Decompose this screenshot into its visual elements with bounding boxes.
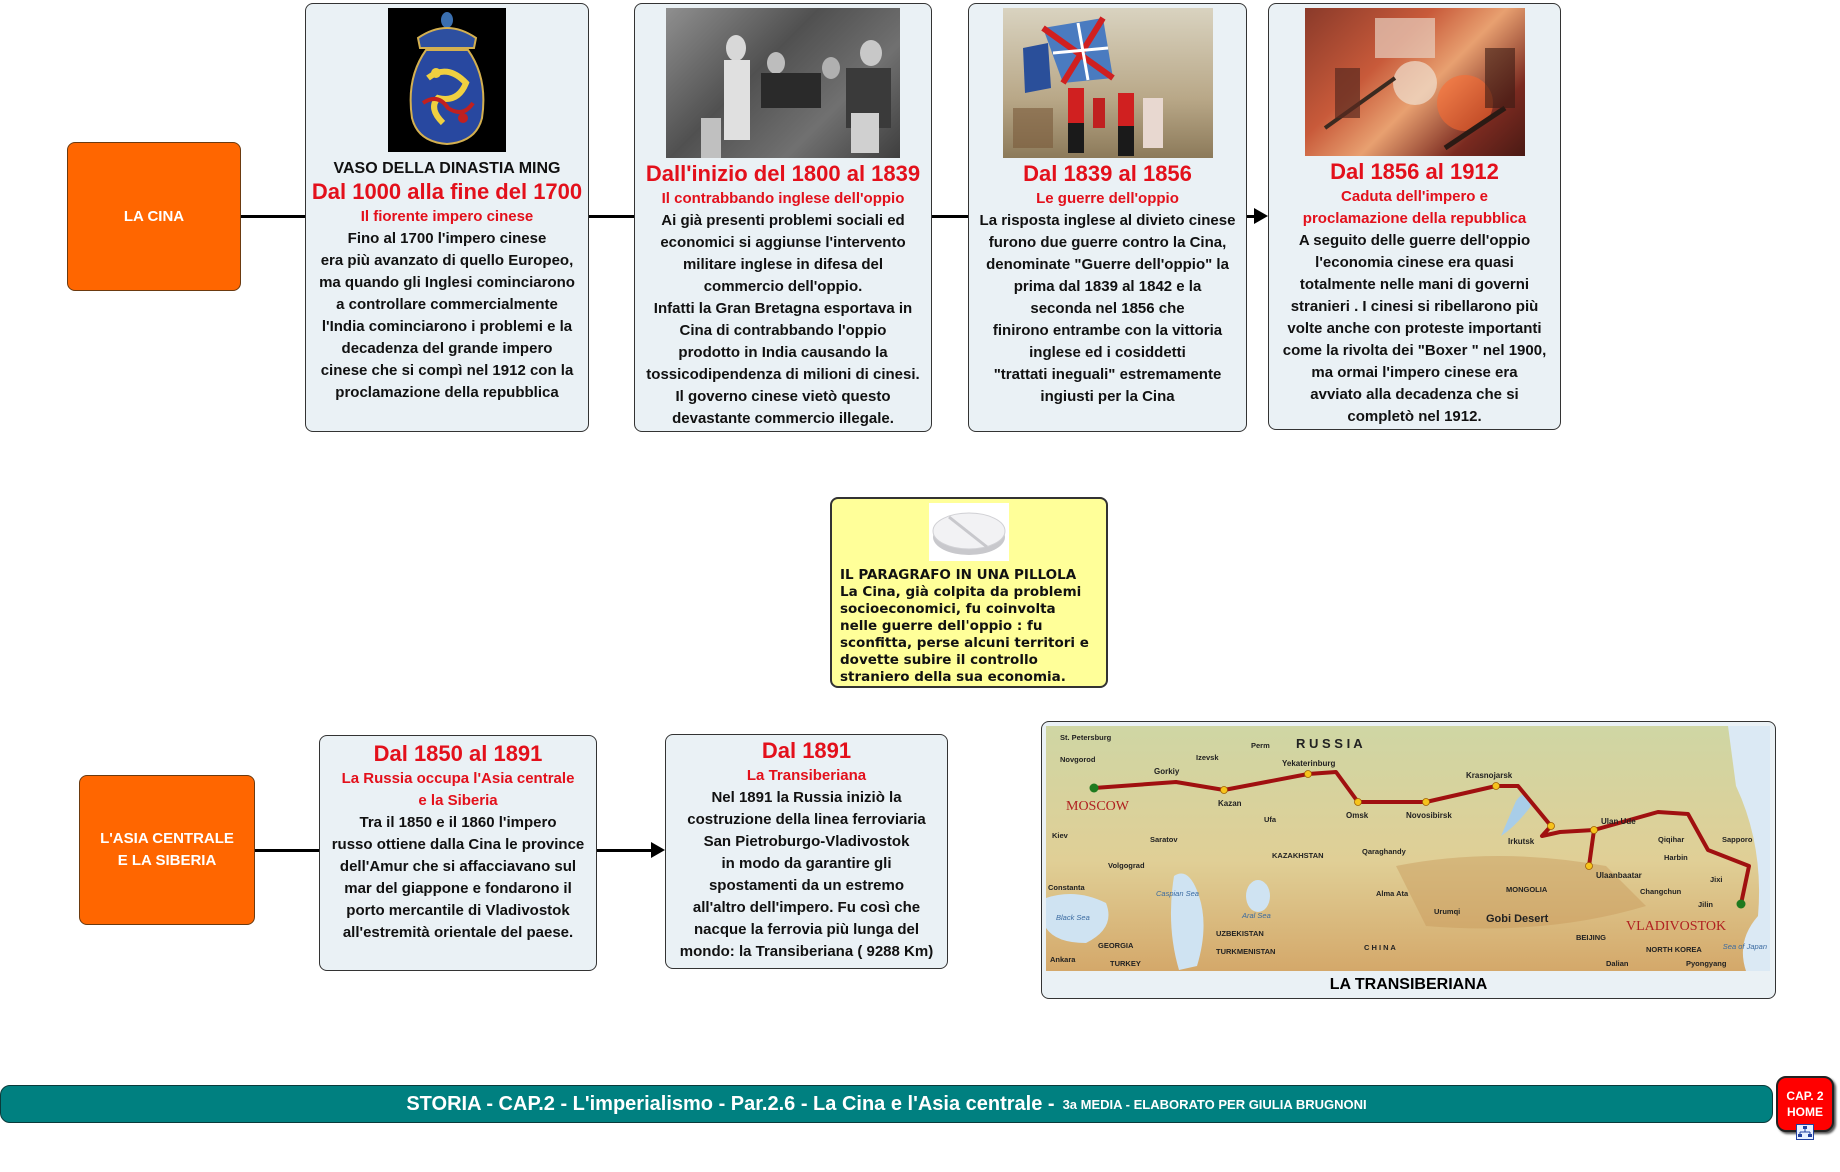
map-label-ankara: Ankara [1050,955,1076,964]
topic-asia-centrale[interactable] [79,775,255,925]
map-label-vladivostok: VLADIVOSTOK [1626,919,1727,934]
map-label-jixi: Jixi [1710,875,1723,884]
card-date: Dal 1839 al 1856 [1023,161,1192,186]
pill-summary-box [830,497,1108,688]
connector-line [241,215,305,218]
map-label-russia: R U S S I A [1296,736,1363,751]
map-label-north-korea: NORTH KOREA [1646,945,1702,954]
map-label-jilin: Jilin [1698,900,1714,909]
map-illustration [1046,726,1770,971]
map-label-ufa: Ufa [1264,815,1277,824]
map-canvas [1046,726,1770,971]
card-subtitle: La Transiberiana [746,767,867,784]
cap2-home-button[interactable] [1776,1076,1834,1132]
timeline-card [634,3,932,432]
map-label-qiqihar: Qiqihar [1658,835,1685,844]
card-date: Dal 1000 alla fine del 1700 [311,179,583,204]
opium-war-painting [1003,8,1213,158]
card-subtitle: Il contrabbando inglese dell'oppio [661,190,905,207]
footer-title: STORIA - CAP.2 - L'imperialismo - Par.2.6 - La Cina e l'Asia centrale - [406,1092,1055,1115]
map-label-izevsk: Izevsk [1196,753,1219,762]
map-label-harbin: Harbin [1664,853,1688,862]
vase-illustration [388,8,506,152]
map-label-volgograd: Volgograd [1108,861,1145,870]
map-label-mongolia: MONGOLIA [1506,885,1548,894]
map-label-st-petersburg: St. Petersburg [1060,733,1112,742]
timeline-card [1268,3,1561,430]
map-label-moscow: MOSCOW [1066,799,1130,814]
pill-heading: IL PARAGRAFO IN UNA PILLOLA [840,567,1077,583]
card-subtitle: La Russia occupa l'Asia centrale e la Siberia [341,770,575,809]
map-label-dalian: Dalian [1606,959,1629,968]
map-stop-krasnojarsk [1493,783,1500,790]
connector-line [589,215,634,218]
map-label-novgorod: Novgorod [1060,755,1096,764]
card-date: Dal 1856 al 1912 [1330,159,1499,184]
map-terminus-moscow [1090,784,1099,793]
transiberiana-map [1041,721,1776,999]
map-stop-ulan-ude [1591,827,1598,834]
map-stop-novosibirsk [1423,799,1430,806]
home-line2: HOME [1787,1105,1823,1119]
card-body: Tra il 1850 e il 1860 l'impero russo ottiene dalla Cina le province dell'Amur che si affacciavano sul mar del giappone e fondarono il porto mercantile di Vladivostok all'estremità orientale del paese. [331,814,585,941]
pill-illustration [929,503,1009,561]
map-label-uzbekistan: UZBEKISTAN [1216,929,1264,938]
map-land [1046,726,1770,971]
timeline-card [665,734,948,969]
map-label-constanta: Constanta [1048,883,1085,892]
map-terminus-vladivostok [1737,900,1746,909]
card-body: Nel 1891 la Russia iniziò la costruzione della linea ferroviaria San Pietroburgo-Vladivostok in modo da garantire gli spostamenti da un estremo all'altro dell'impero. Fu così che nacque la ferrovia più lunga del mondo: la Transiberiana ( 9288 Km) [679,789,934,960]
card-date: Dall'inizio del 1800 al 1839 [645,161,921,186]
card-subtitle: Caduta dell'impero e proclamazione della repubblica [1302,188,1527,227]
card-caption: VASO DELLA DINASTIA MING [333,160,561,177]
card-body: A seguito delle guerre dell'oppio l'economia cinese era quasi totalmente nelle mani di governi stranieri . I cinesi si ribellarono più volte anche con proteste importanti come la rivolta dei "Boxer " nel 1900, ma ormai l'impero cinese era avviato alla decadenza che si completò nel 1912. [1282,232,1547,425]
map-stop-omsk [1355,799,1362,806]
map-label-sea-of-japan: Sea of Japan [1722,942,1767,951]
footer-credit: 3a MEDIA - ELABORATO PER GIULIA BRUGNONI [1062,1096,1367,1112]
timeline-card [305,3,589,432]
map-label-urumqi: Urumqi [1434,907,1461,916]
card-body: Ai già presenti problemi sociali ed economici si aggiunse l'intervento militare inglese in difesa del commercio dell'oppio. Infatti la Gran Bretagna esportava in Cina di contrabbando l'oppio prodotto in India causando la tossicodipendenza di milioni di cinesi. Il governo cinese vietò questo devastante commercio illegale. [646,212,920,427]
map-stop-kazan [1221,787,1228,794]
map-title: LA TRANSIBERIANA [1329,976,1488,993]
ming-vase-image [388,8,506,152]
card-body: Fino al 1700 l'impero cinese era più avanzato di quello Europeo, ma quando gli Inglesi cominciarono a controllare commercialmente l'India cominciarono i problemi e la decadenza del grande impero cinese che si compì nel 1912 con la proclamazione della repubblica [319,230,575,401]
timeline-card [968,3,1247,432]
map-label-irkutsk: Irkutsk [1508,837,1535,846]
aral-sea [1246,880,1270,912]
map-stop-yekaterinburg [1305,771,1312,778]
map-label-ulaanbaatar: Ulaanbaatar [1596,871,1642,880]
map-label-c-h-i-n-a: C H I N A [1364,943,1396,952]
connector-line [597,849,651,852]
map-label-changchun: Changchun [1640,887,1682,896]
arrow-head [1254,208,1268,224]
arrow-head [651,842,665,858]
map-label-perm: Perm [1251,741,1270,750]
pill-text: La Cina, già colpita da problemi socioeconomici, fu coinvolta nelle guerre dell'oppio : fu sconfitta, perse alcuni territori e dovette subire il controllo straniero della sua economia. [840,584,1089,685]
topic-label: LA CINA [123,207,185,225]
card-body: La risposta inglese al divieto cinese furono due guerre contro la Cina, denominate "Guerre dell'oppio" la prima dal 1839 al 1842 e la seconda nel 1856 che finirono entrambe con la vittoria inglese ed i cosiddetti "trattati ineguali" estremamente ingiusti per la Cina [979,212,1236,405]
map-label-gobi-desert: Gobi Desert [1486,913,1549,925]
map-stop-irkutsk [1548,823,1555,830]
footer-bar [0,1085,1773,1123]
map-label-pyongyang: Pyongyang [1686,959,1727,968]
card-date: Dal 1891 [761,738,852,763]
painting-figures [1003,8,1213,158]
map-label-georgia: GEORGIA [1098,941,1134,950]
map-label-alma-ata: Alma Ata [1376,889,1409,898]
home-line1: CAP. 2 [1786,1089,1824,1103]
map-label-kazakhstan: KAZAKHSTAN [1272,851,1324,860]
timeline-card [319,735,597,971]
photo-figures [666,8,900,158]
map-label-yekaterinburg: Yekaterinburg [1282,759,1336,768]
map-label-caspian-sea: Caspian Sea [1156,889,1199,898]
map-label-kazan: Kazan [1218,799,1242,808]
map-label-omsk: Omsk [1346,811,1369,820]
map-label-gorkiy: Gorkiy [1154,767,1180,776]
map-label-ulan-ude: Ulan Ude [1601,817,1636,826]
boxer-rebellion-painting [1305,8,1525,156]
connector-line [932,215,968,218]
topic-label: L'ASIA CENTRALE E LA SIBERIA [100,830,234,869]
map-label-aral-sea: Aral Sea [1242,911,1271,920]
map-label-turkmenistan: TURKMENISTAN [1216,947,1276,956]
pill-icon [929,503,1009,561]
map-label-beijing: BEIJING [1576,933,1607,942]
card-date: Dal 1850 al 1891 [373,741,543,766]
painting-figures [1305,8,1525,156]
map-stop-ulaanbaatar [1586,863,1593,870]
map-label-saratov: Saratov [1150,835,1178,844]
card-subtitle: Le guerre dell'oppio [1036,190,1179,207]
map-label-kiev: Kiev [1052,831,1068,840]
topic-la-cina[interactable] [67,142,241,291]
sitemap-icon [1796,1124,1814,1140]
map-label-black-sea: Black Sea [1056,913,1090,922]
map-label-novosibirsk: Novosibirsk [1406,811,1452,820]
map-label-krasnojarsk: Krasnojarsk [1466,771,1513,780]
map-label-turkey: TURKEY [1110,959,1141,968]
map-label-sapporo: Sapporo [1722,835,1753,844]
map-label-qaraghandy: Qaraghandy [1362,847,1406,856]
opium-den-photo [666,8,900,158]
card-subtitle: Il fiorente impero cinese [360,208,534,225]
connector-line [255,849,319,852]
